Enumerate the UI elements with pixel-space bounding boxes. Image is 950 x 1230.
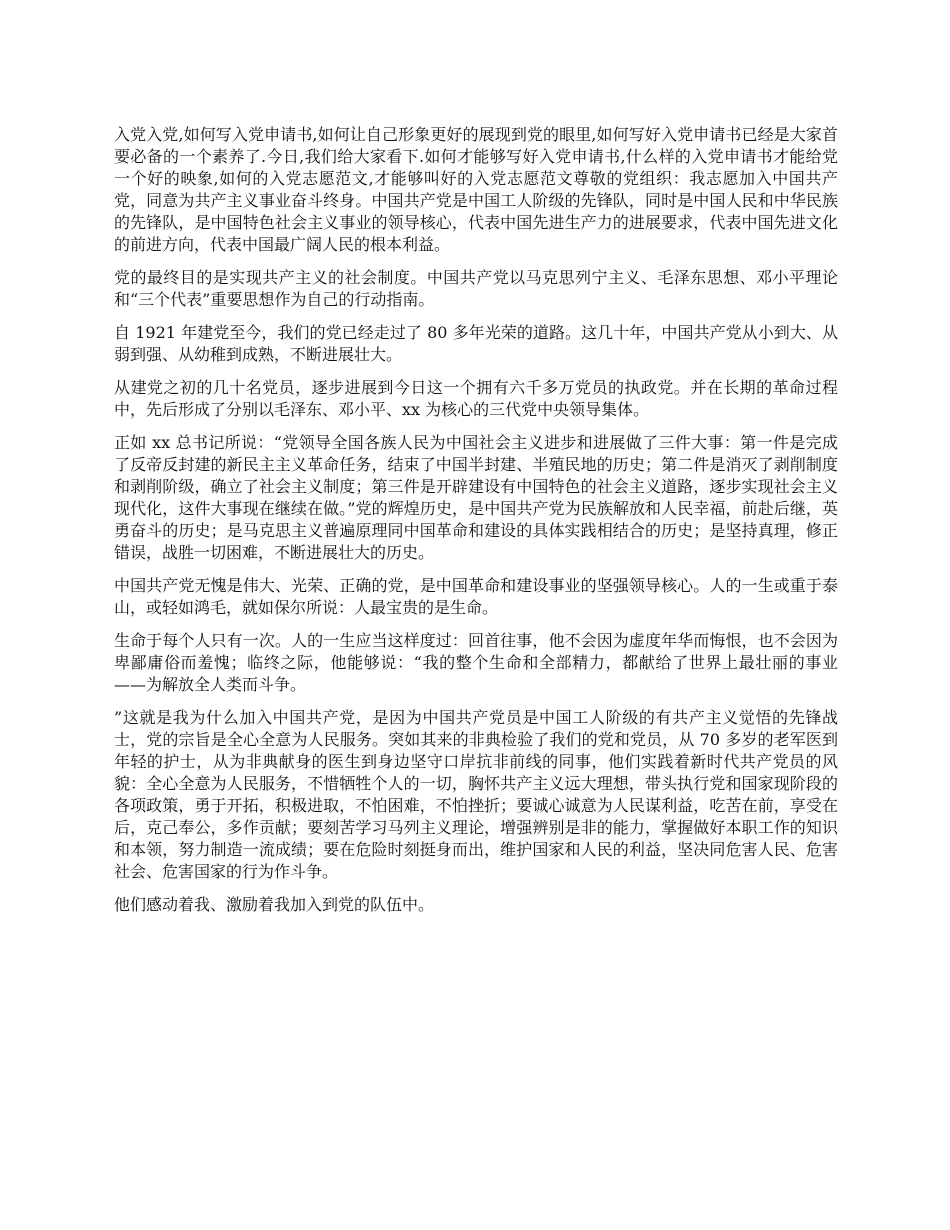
paragraph-2: 党的最终目的是实现共产主义的社会制度。中国共产党以马克思列宁主义、毛泽东思想、邓小平理论和“三个代表”重要思想作为自己的行动指南。 [114,268,838,309]
paragraph-1: 入党入党,如何写入党申请书,如何让自己形象更好的展现到党的眼里,如何写好入党申请书已经是大家首要必备的一个素养了.今日,我们给大家看下.如何才能够写好入党申请书,什么样的入党申请书才能给党一个好的映象,如何的入党志愿范文,才能够叫好的入党志愿范文尊敬的党组织：我志愿加入中国共产党，同意为共产主义事业奋斗终身。中国共产党是中国工人阶级的先锋队，同时是中国人民和中华民族的先锋队，是中国特色社会主义事业的领导核心，代表中国先进生产力的进展要求，代表中国先进文化的前进方向，代表中国最广阔人民的根本利益。 [114,125,838,254]
paragraph-8: ”这就是我为什么加入中国共产党，是因为中国共产党员是中国工人阶级的有共产主义觉悟的先锋战士，党的宗旨是全心全意为人民服务。突如其来的非典检验了我们的党和党员，从 70 多岁的老军医到年轻的护士，从为非典献身的医生到身边坚守口岸抗非前线的同事，他们实践着新时代共产党员的风貌：全心全意为人民服务，不惜牺牲个人的一切，胸怀共产主义远大理想，带头执行党和国家现阶段的各项政策，勇于开拓，积极进取，不怕困难，不怕挫折；要诚心诚意为人民谋利益，吃苦在前，享受在后，克己奉公，多作贡献；要刻苦学习马列主义理论，增强辨别是非的能力，掌握做好本职工作的知识和本领，努力制造一流成绩；要在危险时刻挺身而出，维护国家和人民的利益，坚决同危害人民、危害社会、危害国家的行为作斗争。 [114,708,838,881]
paragraph-4: 从建党之初的几十名党员，逐步进展到今日这一个拥有六千多万党员的执政党。并在长期的革命过程中，先后形成了分别以毛泽东、邓小平、xx 为核心的三代党中央领导集体。 [114,378,838,419]
document-body [114,124,838,916]
paragraph-7: 生命于每个人只有一次。人的一生应当这样度过：回首往事，他不会因为虚度年华而悔恨，也不会因为卑鄙庸俗而羞愧；临终之际，他能够说：“我的整个生命和全部精力，都献给了世界上最壮丽的事业——为解放全人类而斗争。 [114,631,838,694]
paragraph-3: 自 1921 年建党至今，我们的党已经走过了 80 多年光荣的道路。这几十年，中国共产党从小到大、从弱到强、从幼稚到成熟，不断进展壮大。 [114,323,838,364]
paragraph-9: 他们感动着我、激励着我加入到党的队伍中。 [114,895,435,914]
paragraph-5: 正如 xx 总书记所说：“党领导全国各族人民为中国社会主义进步和进展做了三件大事：第一件是完成了反帝反封建的新民主主义革命任务，结束了中国半封建、半殖民地的历史；第二件是消灭了剥削制度和剥削阶级，确立了社会主义制度；第三件是开辟建设有中国特色的社会主义道路，逐步实现社会主义现代化，这件大事现在继续在做。”党的辉煌历史，是中国共产党为民族解放和人民幸福，前赴后继，英勇奋斗的历史；是马克思主义普遍原理同中国革命和建设的具体实践相结合的历史；是坚持真理，修正错误，战胜一切困难，不断进展壮大的历史。 [114,433,838,562]
paragraph-6: 中国共产党无愧是伟大、光荣、正确的党，是中国革命和建设事业的坚强领导核心。人的一生或重于泰山，或轻如鸿毛，就如保尔所说：人最宝贵的是生命。 [114,576,838,617]
